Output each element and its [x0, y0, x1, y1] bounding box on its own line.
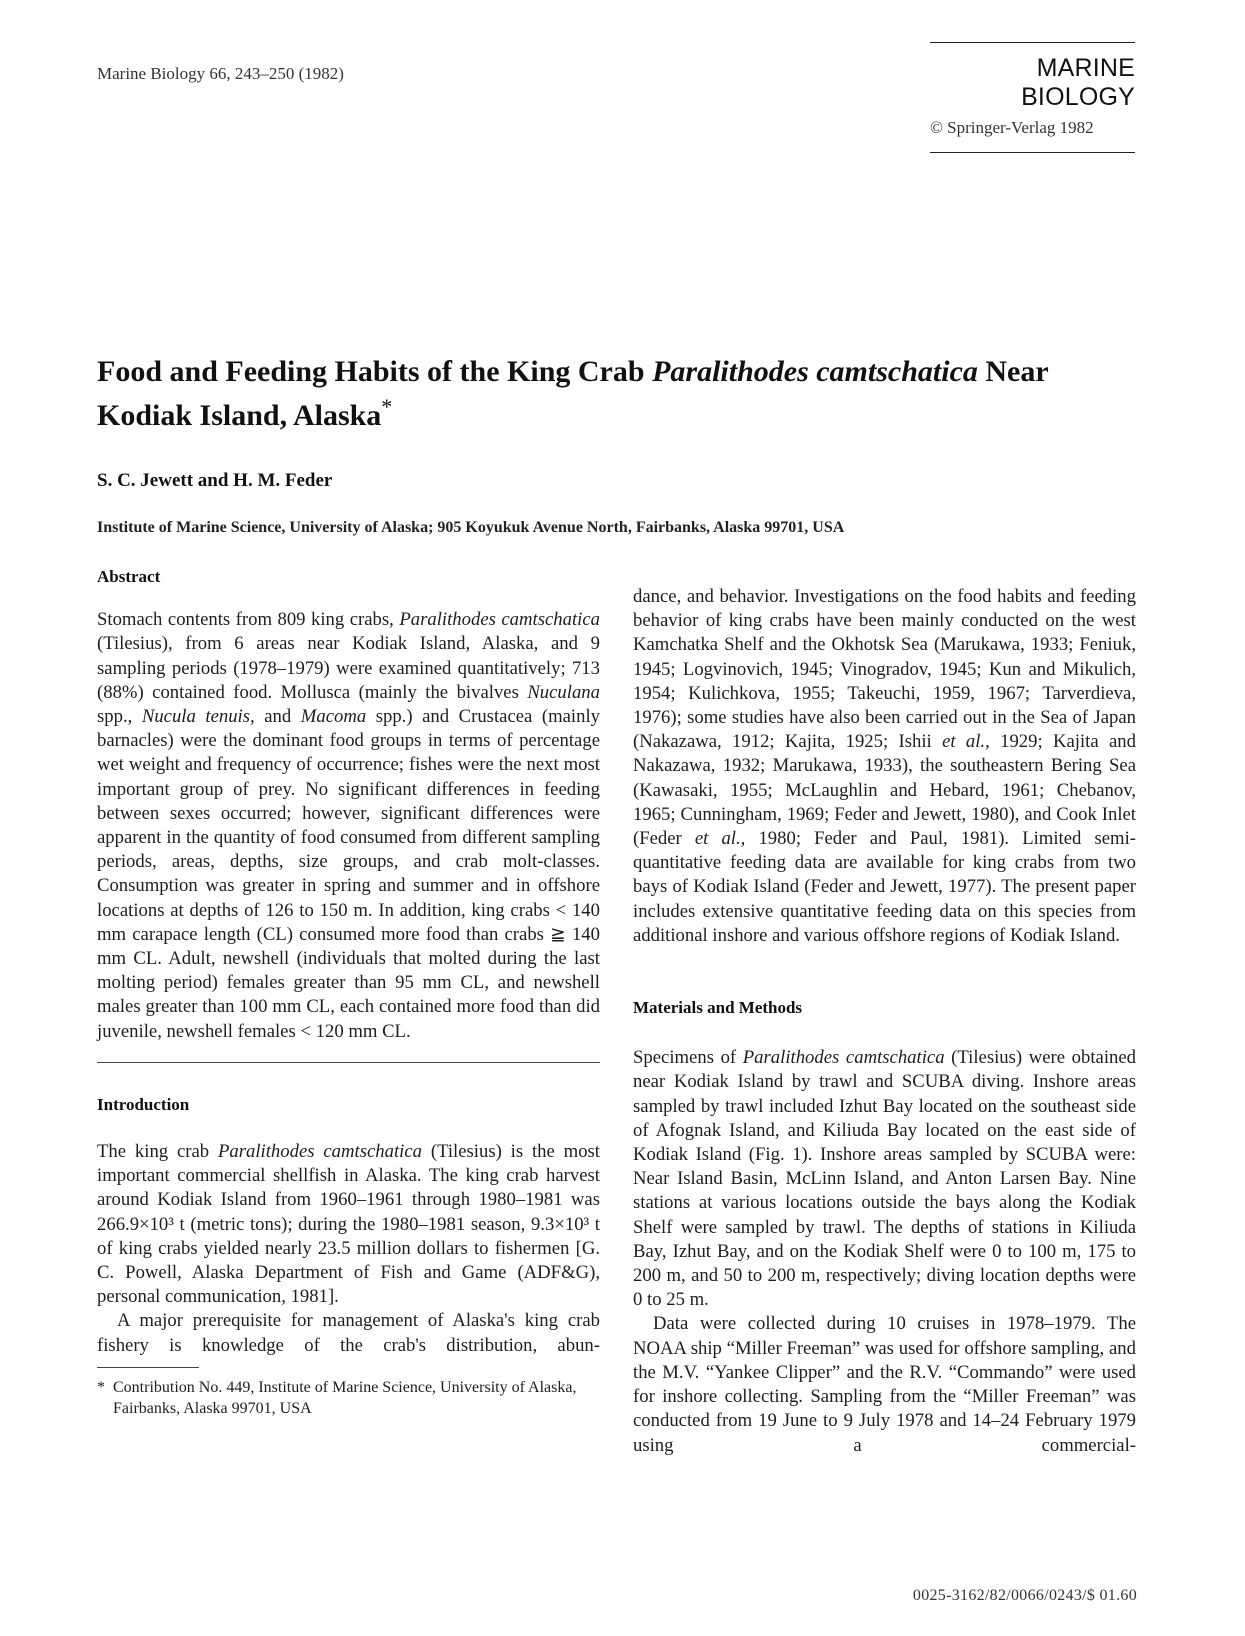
footnote-divider: [97, 1367, 199, 1368]
methods-heading: Materials and Methods: [633, 998, 803, 1018]
footnote: [97, 1377, 600, 1419]
abstract-text: spp.) and Crustacea (mainly barnacles) were the dominant food groups in terms of percentage wet weight and frequency of occurrence; fishes were the next most important group of prey. No significant differences in feeding between sexes occurred; however, significant differences were apparent in the quantity of food consumed from different sampling periods, areas, depths, size groups, and crab molt-classes. Consumption was greater in spring and summer and in offshore locations at depths of 126 to 150 m. In addition, king crabs < 140 mm carapace length (CL) consumed more food than crabs ≧ 140 mm CL. Adult, newshell (individuals that molted during the last molting period) females greater than 95 mm CL, and newshell males greater than 100 mm CL, each contained more food than did juvenile, newshell females < 120 mm CL.: [97, 706, 600, 1042]
species-name: Nucula tenuis,: [141, 706, 255, 728]
right-column: [633, 585, 1136, 1458]
article-code: 0025-3162/82/0066/0243/$ 01.60: [912, 1587, 1137, 1604]
methods-text: Specimens of: [633, 1047, 743, 1069]
title-text: Near: [977, 355, 1049, 388]
introduction-paragraph: A major prerequisite for management of Alaska's king crab fishery is knowledge of the crab's distribution, abun-: [97, 1310, 600, 1356]
title-text: Kodiak Island, Alaska: [97, 399, 382, 432]
abstract-text: spp.,: [97, 706, 142, 728]
introduction-text: (Tilesius) is the most important commercial shellfish in Alaska. The king crab harvest around Kodiak Island from 1960–1961 through 1980–1981 was 266.9×10³ t (metric tons); during the 1980–1981 season, 9.3×10³ t of king crabs yielded nearly 23.5 million dollars to fishermen [G. C. Powell, Alaska Department of Fish and Game (ADF&G), personal communication, 1981].: [97, 1141, 600, 1308]
methods-text: (Tilesius) were obtained near Kodiak Island by trawl and SCUBA diving. Inshore areas sampled by trawl included Izhut Bay located on the southeast side of Afognak Island, and Kiliuda Bay located on the east side of Kodiak Island (Fig. 1). Inshore areas sampled by SCUBA were: Near Island Basin, McLinn Island, and Anton Larsen Bay. Nine stations at various locations outside the bays along the Kodiak Shelf were sampled by trawl. The depths of stations in Kiliuda Bay, Izhut Bay, and on the Kodiak Shelf were 0 to 100 m, 175 to 200 m, and 50 to 200 m, respectively; diving location depths were 0 to 25 m.: [633, 1047, 1137, 1311]
introduction-text: 1980; Feder and Paul, 1981). Limited semi-quantitative feeding data are available for king crabs from two bays of Kodiak Island (Feder and Jewett, 1977). The present paper includes extensive quantitative feeding data on this species from additional inshore and various offshore regions of Kodiak Island.: [633, 828, 1136, 946]
abstract-text: and: [254, 706, 301, 728]
genus-name: Macoma: [300, 706, 367, 728]
abstract-heading: Abstract: [97, 567, 161, 586]
footnote-mark: *: [97, 1378, 105, 1396]
introduction-text: dance, and behavior. Investigations on the food habits and feeding behavior of king crabs have been mainly conducted on the west Kamchatka Shelf and the Okhotsk Sea (Marukawa, 1933; Feniuk, 1945; Logvinovich, 1945; Vinogradov, 1945; Kun and Mikulich, 1954; Kulichkova, 1955; Takeuchi, 1959, 1967; Tarverdieva, 1976); some studies have also been carried out in the Sea of Japan (Nakazawa, 1912; Kajita, 1925; Ishii: [633, 586, 1136, 753]
title-text: Food and Feeding Habits of the King Crab: [97, 355, 653, 388]
abstract-text: Stomach contents from 809 king crabs,: [97, 609, 400, 631]
publisher-copyright: © Springer-Verlag 1982: [930, 118, 1135, 153]
introduction-paragraph-continued: [633, 585, 1136, 948]
introduction-heading: Introduction: [97, 1094, 190, 1114]
introduction-text: 1929; Kajita and Nakazawa, 1932; Marukawa, 1933), the southeastern Bering Sea (Kawasaki, 1955; McLaughlin and Hebard, 1961; Chebanov, 1965; Cunningham, 1969; Feder and Jewett, 1980), and Cook Inlet (Feder: [633, 731, 1136, 850]
abstract-paragraph: [97, 608, 600, 1044]
journal-reference: Marine Biology 66, 243–250 (1982): [97, 64, 344, 83]
affiliation: Institute of Marine Science, University of Alaska; 905 Koyukuk Avenue North, Fairbanks, Alaska 99701, USA: [97, 519, 845, 536]
abstract-text: (Tilesius), from 6 areas near Kodiak Island, Alaska, and 9 sampling periods (1978–1979) were examined quantitatively; 713 (88%) contained food. Mollusca (mainly the bivalves: [97, 633, 600, 703]
species-name: Paralithodes camtschatica: [217, 1141, 422, 1163]
left-column: [97, 565, 600, 1419]
journal-name: MARINE BIOLOGY: [1021, 54, 1135, 111]
journal-masthead: [930, 42, 1135, 153]
species-name: Paralithodes camtschatica: [742, 1047, 945, 1069]
genus-name: Nuculana: [527, 681, 600, 703]
species-name: Paralithodes camtschatica: [399, 609, 600, 631]
citation-etal: et al.,: [942, 731, 990, 753]
authors: S. C. Jewett and H. M. Feder: [97, 470, 333, 491]
title-footnote-mark: *: [381, 394, 393, 419]
title-species: Paralithodes camtschatica: [652, 355, 978, 388]
abstract-divider: [97, 1062, 600, 1063]
methods-paragraph: Data were collected during 10 cruises in 1978–1979. The NOAA ship “Miller Freeman” was used for offshore sampling, and the M.V. “Yankee Clipper” and the R.V. “Commando” were used for inshore collecting. Sampling from the “Miller Freeman” was conducted from 19 June to 9 July 1978 and 14–24 February 1979 using a commercial-: [633, 1313, 1136, 1456]
footnote-text: Contribution No. 449, Institute of Marine Science, University of Alaska, Fairbanks, Alaska 99701, USA: [113, 1378, 577, 1417]
introduction-paragraph: [97, 1140, 600, 1309]
methods-paragraph: [633, 1046, 1136, 1312]
introduction-text: The king crab: [97, 1141, 218, 1163]
citation-etal: et al.,: [694, 828, 746, 850]
paper-title: [97, 354, 1097, 433]
